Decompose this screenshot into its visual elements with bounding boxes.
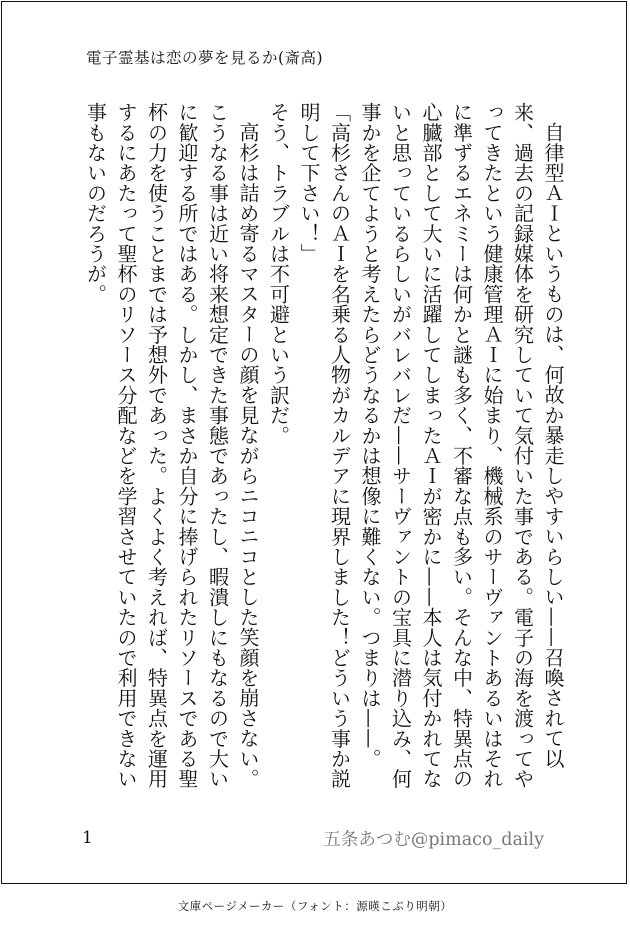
body-paragraph: 高杉は詰め寄るマスターの顔を見ながらニコニコとした笑顔を崩さない。こうなる事は近い将来想定できた事態であったし、暇潰しにもなるので大いに歓迎する所ではある。しかし、まさか自分に捧げられたリソースである聖杯の力を使うことまでは予想外であった。よくよく考えれば、特異点を運用するにあたって聖杯のリソース分配などを学習させていたので利用できない事もないのだろうが。 xyxy=(83,102,260,789)
author-credit: 五条あつむ@pimaco_daily xyxy=(323,830,544,850)
body-paragraph: そう、トラブルは不可避という訳だ。 xyxy=(266,102,291,446)
body-paragraph: 自律型ＡＩというものは、何故か暴走しやすいらしい——召喚されて以来、過去の記録媒体を研究していて気付いた事である。電子の海を渡ってやってきたという健康管理ＡＩに始まり、機械系のサーヴァントあるいはそれに準ずるエネミーは何かと謎も多く、不審な点も多い。そんな中、特異点の心臓部として大いに活躍してしまったＡＩが密かに——本人は気付かれてないと思っているらしいがバレバレだ——サーヴァントの宝具に潜り込み、何事かを企てようと考えたらどうなるかは想像に難くない。つまりは——。 xyxy=(358,102,565,789)
body-paragraph: 「高杉さんのＡＩを名乗る人物がカルデアに現界しました！どういう事か説明して下さい！」 xyxy=(297,102,352,789)
page-number: 1 xyxy=(82,828,93,848)
body-text xyxy=(80,102,568,808)
generator-footer: 文庫ページメーカー（フォント：源暎こぶり明朝） xyxy=(177,899,453,913)
running-title: 電子霊基は恋の夢を見るか(斎高) xyxy=(86,49,324,67)
page-frame xyxy=(1,1,627,884)
